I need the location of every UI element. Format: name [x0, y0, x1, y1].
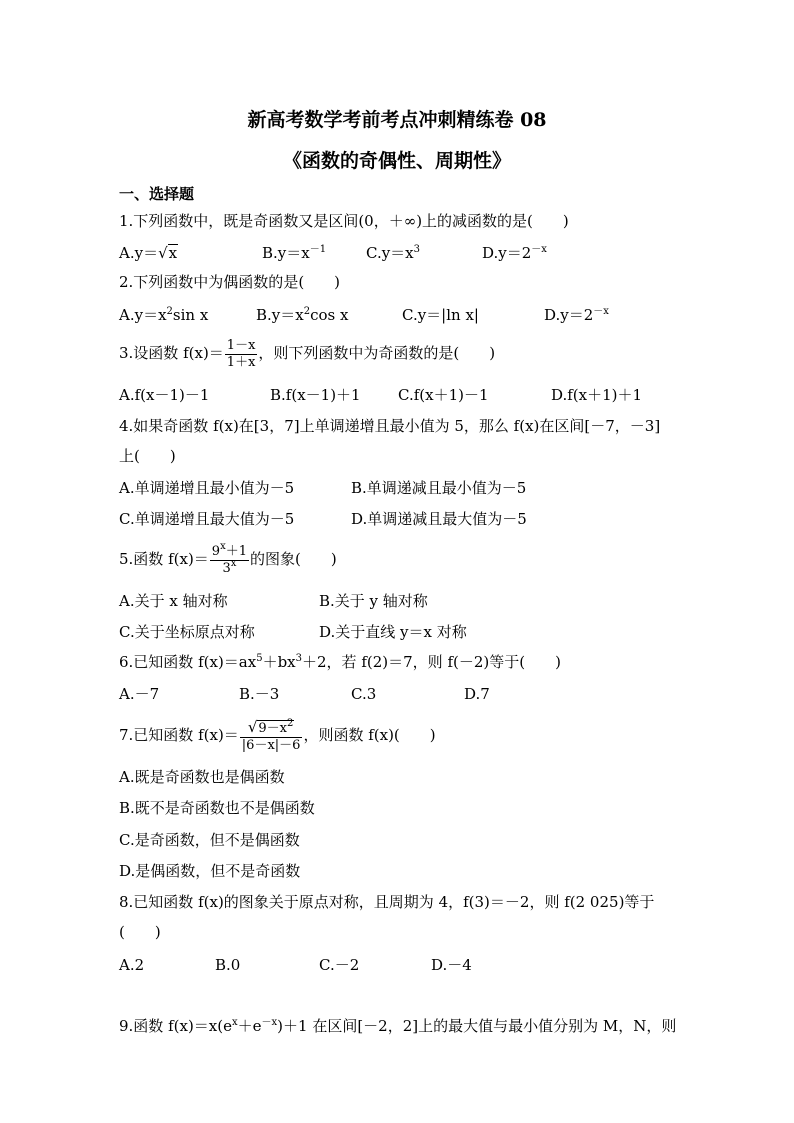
question-8-option-a: A.2: [119, 956, 145, 974]
question-2-option-d: $D.y=2^{-x}$: [544, 306, 609, 324]
question-6-option-d: D.7: [464, 685, 490, 703]
question-9-stem: 9.函数 $f(x)=x(e^x+e^{-x})+1$ 在区间[－2，2]上的最大值与最小值分别为 M，N，则: [119, 1017, 677, 1035]
question-7-stem: 7.已知函数 f(x)＝ $\frac{√9-x^2}{|6-x|-6}$ ，则函数 f(x)( ): [119, 717, 436, 753]
question-5-option-b: B.关于 y 轴对称: [319, 592, 428, 610]
question-8-stem-line1: 8.已知函数 f(x)的图象关于原点对称，且周期为 4，f(3)＝－2，则 f(2 025)等于: [119, 893, 655, 911]
section-heading: 一、选择题: [119, 185, 195, 203]
question-8-stem-line2: ( ): [119, 923, 161, 941]
question-2-stem: 2.下列函数中为偶函数的是( ): [119, 273, 341, 291]
question-5-stem: 5.函数 f(x)＝ $\frac{9^x+1}{3^x}$ 的图象( ): [119, 540, 337, 576]
question-4-stem-line2: 上( ): [119, 447, 176, 465]
question-8-option-b: B.0: [215, 956, 241, 974]
question-5-option-c: C.关于坐标原点对称: [119, 623, 255, 641]
question-6-option-b: B.－3: [239, 685, 280, 703]
document-subtitle: 《函数的奇偶性、周期性》: [282, 150, 511, 172]
question-5-option-a: A.关于 x 轴对称: [119, 592, 228, 610]
question-3-fraction: $\frac{1-x}{1+x}$: [226, 337, 256, 370]
question-2-option-a: $A.y=x^2\sin$ x: [119, 306, 209, 324]
question-3-option-c: C.f(x＋1)－1: [398, 386, 489, 404]
question-4-option-c: C.单调递增且最大值为－5: [119, 510, 295, 528]
question-1-option-a: A.y＝√x: [119, 244, 178, 262]
question-4-option-d: D.单调递减且最大值为－5: [351, 510, 527, 528]
question-5-fraction: $\frac{9^x+1}{3^x}$: [211, 540, 247, 576]
question-3-stem: 3.设函数 f(x)＝ $\frac{1-x}{1+x}$ ，则下列函数中为奇函数的是( ): [119, 337, 496, 370]
question-1-option-d: $D.y=2^{-x}$: [482, 244, 547, 262]
question-4-option-b: B.单调递减且最小值为－5: [351, 479, 527, 497]
question-2-option-c: C.y＝|ln x|: [402, 306, 479, 324]
question-1-option-b: $B.y=x^{-1}$: [262, 244, 327, 262]
question-7-option-b: B.既不是奇函数也不是偶函数: [119, 799, 315, 817]
question-6-option-c: C.3: [351, 685, 377, 703]
question-3-option-d: D.f(x＋1)＋1: [551, 386, 643, 404]
question-6-stem: 6.已知函数 $f(x)=ax^5+bx^3+2$，若 f(2)＝7，则 f(－2)等于( ): [119, 653, 561, 671]
question-4-option-a: A.单调递增且最小值为－5: [119, 479, 295, 497]
question-8-option-d: D.－4: [431, 956, 472, 974]
question-7-fraction: $\frac{√9-x^2}{|6-x|-6}$: [241, 717, 301, 753]
question-7-option-d: D.是偶函数，但不是奇函数: [119, 862, 301, 880]
question-8-option-c: C.－2: [319, 956, 360, 974]
question-1-stem: 1.下列函数中，既是奇函数又是区间(0，＋∞)上的减函数的是( ): [119, 212, 569, 230]
question-5-option-d: D.关于直线 y＝x 对称: [319, 623, 467, 641]
question-4-stem-line1: 4.如果奇函数 f(x)在[3，7]上单调递增且最小值为 5，那么 f(x)在区间[－7，－3]: [119, 417, 661, 435]
document-title: 新高考数学考前考点冲刺精练卷 08: [247, 109, 547, 131]
question-7-option-a: A.既是奇函数也是偶函数: [119, 768, 285, 786]
question-6-option-a: A.－7: [119, 685, 160, 703]
question-2-option-b: $B.y=x^2\cos$ x: [256, 306, 349, 324]
question-7-option-c: C.是奇函数，但不是偶函数: [119, 831, 300, 849]
question-1-option-c: $C.y=x^3$: [366, 244, 421, 262]
question-3-option-a: A.f(x－1)－1: [119, 386, 210, 404]
question-3-option-b: B.f(x－1)＋1: [270, 386, 361, 404]
